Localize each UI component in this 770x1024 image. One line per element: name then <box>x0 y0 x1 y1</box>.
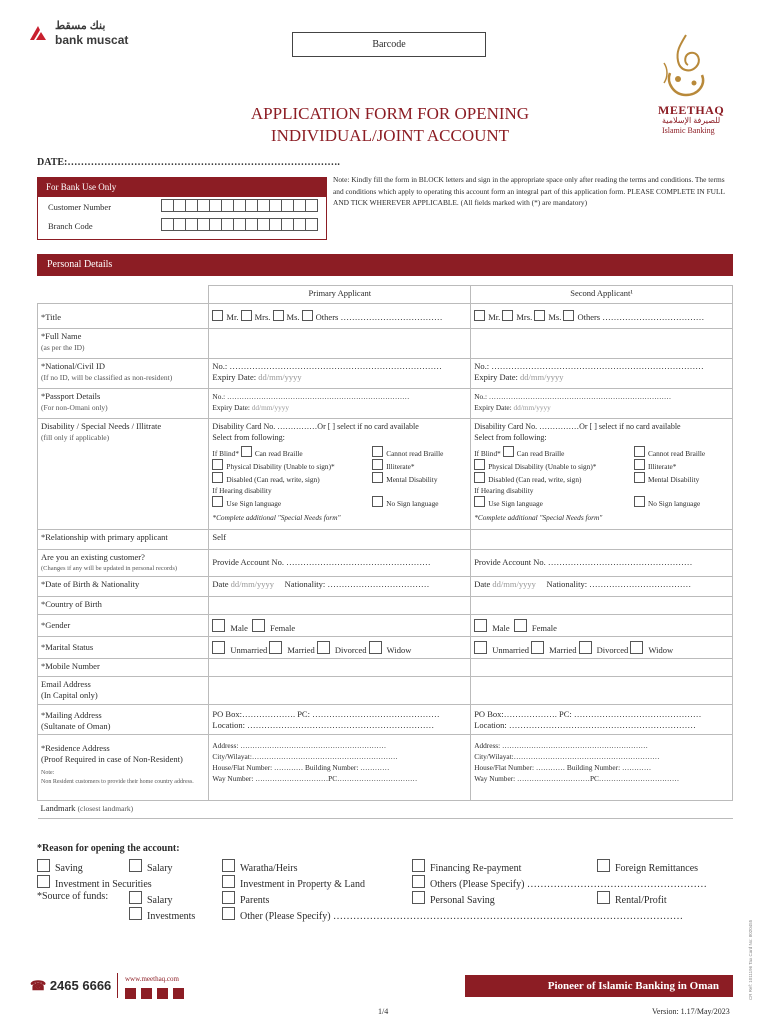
footer-tagline: Pioneer of Islamic Banking in Oman <box>465 975 733 997</box>
physical-checkbox[interactable] <box>212 459 223 470</box>
second-physical-checkbox[interactable] <box>474 459 485 470</box>
title-mrs-checkbox[interactable] <box>241 310 252 321</box>
full-name-label: *Full Name <box>41 331 82 341</box>
second-male-checkbox[interactable] <box>474 619 487 632</box>
primary-applicant-header: Primary Applicant <box>209 286 471 304</box>
second-title-ms-checkbox[interactable] <box>534 310 545 321</box>
unmarried-checkbox[interactable] <box>212 641 225 654</box>
source-parents[interactable]: Parents <box>222 891 269 906</box>
existing-customer-sub: (Changes if any will be updated in personal records) <box>41 565 178 572</box>
bank-muscat-logo-icon <box>30 24 46 40</box>
youtube-icon[interactable] <box>173 988 184 999</box>
website-link[interactable]: www.meethaq.com <box>125 975 179 983</box>
primary-mailing[interactable]: PO Box:………………. PC: ……………………………………… Location: ………………………………………………………… <box>209 705 471 735</box>
second-braille-checkbox[interactable] <box>503 446 514 457</box>
personal-details-heading: Personal Details <box>37 254 733 276</box>
phone-row[interactable] <box>30 978 111 994</box>
primary-country-input[interactable] <box>209 597 471 615</box>
widow-checkbox[interactable] <box>369 641 382 654</box>
social-icons <box>125 986 189 1004</box>
email-sub: (In Capital only) <box>41 690 98 700</box>
marital-label: *Marital Status <box>38 637 209 659</box>
title-label: *Title <box>38 304 209 329</box>
no-sign-checkbox[interactable] <box>372 496 383 507</box>
mailing-sub: (Sultanate of Oman) <box>41 721 111 731</box>
reasons-section <box>37 843 737 923</box>
personal-details-table: Primary Applicant Second Applicant¹ *Title Mr. Mrs. Ms. Others ……………………………… Mr. Mrs. Ms. Others ……………………………… *Full Name (as per the ID) *National/Civil ID (If no ID, will be classified as non-resident) No.: ………………………………………………………………… Expiry Date: dd/mm/yyyy No.: ………………………………………………………………… Expiry Date: dd/mm/yyyy *Passport Details (For non-Omani only) No.: ………………………………………………………………… Expiry Date: dd/mm/yyyy No.: ………………………………………………………………… Expiry Date: dd/mm/yyyy Disability / Special Needs / Illitrate (fill only if applicable) Disability Card No. ……………Or [ ] select if no card available Select from following: If Blind* Can read Braille Cannot read Braille Physical Disability (Unable to sign)* Illiterate* Disabled (Can read, write, sign) Mental Disability If Hearing disability Use Sign language No Sign language *Complete additional "Special Needs form" Disability Card No. ……………Or [ ] select if no card available Select from following: If Blind* Can read Braille Cannot read Braille Physical Disability (Unable to sign)* Illiterate* Disabled (Can read, write, sign) Mental Disability If Hearing disability Use Sign language No Sign language *Complete additional "Special Needs form" *Relationship with primary applicant Self Are you an existing customer? (Changes if any will be updated in personal records) Provide Account No. …………………………………………… Provide Account No. …………………………………………… *Date of Birth & Nationality Date dd/mm/yyyy Nationality: ……………………………… Date dd/mm/yyyy Nationality: ……………………………… *Country of Birth *Gender Male Female Male Female *Marital Status Unmarried Married Divorced Widow Unmarried Married Divorced Widow *Mobile Number Email Address (In Capital only) *Mailing Address (Sultanate of Oman) PO Box:………………. PC: ……………………………………… Location: ………………………………………………………… PO Box:………………. PC: ……………………………………… Location: ………………………………………………………… *Residence Address (Proof Required in case of Non-Resident) Note: Non Resident customers to provide their home country address. Address: …………………………………………………… City/Wilayat:…………………………………………………… House/Flat Number: ………… Building Number: ………… Way Number: …………………………PC…………………………… Address: …………………………………………………… City/Wilayat:…………………………………………………… House/Flat Number: ………… Building Number: ………… Way Number: …………………………PC…………………………… Landmark (closest landmark) <box>37 285 733 819</box>
brand-tagline: Islamic Banking <box>662 126 715 135</box>
landmark-row[interactable]: Landmark (closest landmark) <box>38 801 733 819</box>
second-no-braille-checkbox[interactable] <box>634 446 645 457</box>
no-braille-checkbox[interactable] <box>372 446 383 457</box>
civil-id-sub: (If no ID, will be classified as non-resident) <box>41 373 173 382</box>
second-sign-language-checkbox[interactable] <box>474 496 485 507</box>
primary-full-name-input[interactable] <box>209 329 471 359</box>
second-title-options: Mr. Mrs. Ms. Others ……………………………… <box>471 304 733 329</box>
title-line-1: APPLICATION FORM FOR OPENING <box>250 104 530 123</box>
source-other[interactable]: Other (Please Specify) …………………………………………………………………………………………… <box>222 907 683 922</box>
bank-use-heading: For Bank Use Only <box>38 178 326 197</box>
date-field[interactable]: DATE:………………………………………………………………………. <box>37 157 340 168</box>
reason-others[interactable]: Others (Please Specify) ……………………………………………… <box>412 875 707 890</box>
disability-sub: (fill only if applicable) <box>41 433 110 442</box>
instructions-note: Note: Kindly fill the form in BLOCK letters and sign in the appropriate space only after reading the terms and conditions. The terms and conditions which apply to operating this account form an integral part of this application form. PLEASE COMPLETE IN FULL AND TICK WHEREVER APPLICABLE. (All fields marked with (*) are mandatory) <box>333 175 725 207</box>
divorced-checkbox[interactable] <box>317 641 330 654</box>
title-others-checkbox[interactable] <box>302 310 313 321</box>
disability-label: Disability / Special Needs / Illitrate <box>41 421 162 431</box>
second-country-input[interactable] <box>471 597 733 615</box>
second-dob[interactable]: Date dd/mm/yyyy Nationality: ……………………………… <box>471 577 733 597</box>
second-illiterate-checkbox[interactable] <box>634 459 645 470</box>
second-disability: Disability Card No. ……………Or [ ] select if no card available Select from following: If Blind* Can read Braille Cannot read Braille Physical Disability (Unable to sign)* Illiterate* Disabled (Can read, write, sign) Mental Disability If Hearing disability Use Sign language No Sign language *Complete additional "Special Needs form" <box>471 419 733 530</box>
second-mental-checkbox[interactable] <box>634 472 645 483</box>
passport-sub: (For non-Omani only) <box>41 403 108 412</box>
second-title-mrs-checkbox[interactable] <box>502 310 513 321</box>
dob-label: *Date of Birth & Nationality <box>38 577 209 597</box>
second-applicant-header: Second Applicant¹ <box>471 286 733 304</box>
reason-waratha[interactable]: Waratha/Heirs <box>222 859 298 874</box>
second-widow-checkbox[interactable] <box>630 641 643 654</box>
reason-salary[interactable]: Salary <box>129 859 173 874</box>
second-mailing[interactable]: PO Box:………………. PC: ……………………………………… Location: ………………………………………………………… <box>471 705 733 735</box>
second-disabled-checkbox[interactable] <box>474 472 485 483</box>
brand-name: MEETHAQ <box>658 103 725 117</box>
email-label: Email Address <box>41 679 91 689</box>
second-residence[interactable]: Address: …………………………………………………… City/Wilayat:…………………………………………………… House/Flat Number: ………… Building Number: ………… Way Number: …………………………PC…………………………… <box>471 735 733 801</box>
twitter-icon[interactable] <box>141 988 152 999</box>
reason-saving[interactable]: Saving <box>37 859 83 874</box>
reasons-heading: *Reason for opening the account: <box>37 843 180 854</box>
primary-residence[interactable]: Address: …………………………………………………… City/Wilayat:…………………………………………………… House/Flat Number: ………… Building Number: ………… Way Number: …………………………PC…………………………… <box>209 735 471 801</box>
primary-title-options: Mr. Mrs. Ms. Others ……………………………… <box>209 304 471 329</box>
second-email-input[interactable] <box>471 677 733 705</box>
source-salary[interactable]: Salary <box>129 891 173 906</box>
second-full-name-input[interactable] <box>471 329 733 359</box>
bank-use-box <box>37 177 327 240</box>
second-mobile-input[interactable] <box>471 659 733 677</box>
primary-account-no[interactable]: Provide Account No. …………………………………………… <box>209 550 471 577</box>
mailing-label: *Mailing Address <box>41 710 102 720</box>
brand-arabic: للصيرفة الإسلامية <box>662 116 721 125</box>
primary-civil-id[interactable]: No.: ………………………………………………………………… Expiry Date: dd/mm/yyyy <box>209 359 471 389</box>
phone-icon: ☎ <box>30 978 47 993</box>
bank-muscat-logo <box>30 24 46 45</box>
source-rental[interactable]: Rental/Profit <box>597 891 667 906</box>
disabled-checkbox[interactable] <box>212 472 223 483</box>
mental-checkbox[interactable] <box>372 472 383 483</box>
male-checkbox[interactable] <box>212 619 225 632</box>
branch-code-label: Branch Code <box>48 221 93 231</box>
second-relationship-input[interactable] <box>471 530 733 550</box>
branch-code-input[interactable] <box>162 218 318 231</box>
mobile-label: *Mobile Number <box>38 659 209 677</box>
passport-label: *Passport Details <box>41 391 101 401</box>
civil-id-label: *National/Civil ID <box>41 361 105 371</box>
braille-checkbox[interactable] <box>241 446 252 457</box>
instagram-icon[interactable] <box>157 988 168 999</box>
bank-arabic-name: بنك مسقط <box>55 20 106 32</box>
second-female-checkbox[interactable] <box>514 619 527 632</box>
sign-language-checkbox[interactable] <box>212 496 223 507</box>
second-title-others-checkbox[interactable] <box>563 310 574 321</box>
primary-email-input[interactable] <box>209 677 471 705</box>
residence-label: *Residence Address <box>41 743 110 753</box>
reason-financing[interactable]: Financing Re-payment <box>412 859 521 874</box>
page-number: 1/4 <box>378 1007 389 1016</box>
meethaq-emblem <box>656 33 716 103</box>
barcode-box: Barcode <box>292 32 486 57</box>
page-title <box>190 103 590 147</box>
relationship-label: *Relationship with primary applicant <box>38 530 209 550</box>
title-mr-checkbox[interactable] <box>212 310 223 321</box>
second-civil-id[interactable]: No.: ………………………………………………………………… Expiry Date: dd/mm/yyyy <box>471 359 733 389</box>
illiterate-checkbox[interactable] <box>372 459 383 470</box>
source-personal-saving[interactable]: Personal Saving <box>412 891 495 906</box>
primary-marital: Unmarried Married Divorced Widow <box>209 637 471 659</box>
existing-customer-label: Are you an existing customer? <box>41 552 145 562</box>
source-investments[interactable]: Investments <box>129 907 195 922</box>
customer-number-label: Customer Number <box>48 202 112 212</box>
gender-label: *Gender <box>38 615 209 637</box>
reason-investment-property[interactable]: Investment in Property & Land <box>222 875 365 890</box>
second-account-no[interactable]: Provide Account No. …………………………………………… <box>471 550 733 577</box>
customer-number-input[interactable] <box>162 199 318 212</box>
side-registration: CR Ref: 1011196 Tax Card No: 8020455 <box>748 919 753 1000</box>
phone-number: 2465 6666 <box>49 978 112 993</box>
relationship-value: Self <box>209 530 471 550</box>
female-checkbox[interactable] <box>252 619 265 632</box>
second-marital: Unmarried Married Divorced Widow <box>471 637 733 659</box>
full-name-sub: (as per the ID) <box>41 343 85 352</box>
second-gender: Male Female <box>471 615 733 637</box>
primary-disability: Disability Card No. ……………Or [ ] select if no card available Select from following: If Blind* Can read Braille Cannot read Braille Physical Disability (Unable to sign)* Illiterate* Disabled (Can read, write, sign) Mental Disability If Hearing disability Use Sign language No Sign language *Complete additional "Special Needs form" <box>209 419 471 530</box>
married-checkbox[interactable] <box>269 641 282 654</box>
title-line-2: INDIVIDUAL/JOINT ACCOUNT <box>270 126 510 145</box>
bank-name: bank muscat <box>55 33 129 47</box>
second-married-checkbox[interactable] <box>531 641 544 654</box>
second-no-sign-checkbox[interactable] <box>634 496 645 507</box>
meethaq-calligraphy-icon <box>656 33 716 103</box>
second-divorced-checkbox[interactable] <box>579 641 592 654</box>
version: Version: 1.17/May/2023 <box>652 1007 730 1016</box>
footer-divider <box>117 973 118 998</box>
second-title-mr-checkbox[interactable] <box>474 310 485 321</box>
country-birth-label: *Country of Birth <box>38 597 209 615</box>
second-unmarried-checkbox[interactable] <box>474 641 487 654</box>
reason-investment-securities[interactable]: Investment in Securities <box>37 875 152 890</box>
second-passport[interactable]: No.: ………………………………………………………………… Expiry Date: dd/mm/yyyy <box>471 389 733 419</box>
source-funds-label: *Source of funds: <box>37 891 109 902</box>
primary-gender: Male Female <box>209 615 471 637</box>
reason-foreign[interactable]: Foreign Remittances <box>597 859 698 874</box>
primary-mobile-input[interactable] <box>209 659 471 677</box>
primary-dob[interactable]: Date dd/mm/yyyy Nationality: ……………………………… <box>209 577 471 597</box>
residence-sub: (Proof Required in case of Non-Resident) <box>41 754 183 764</box>
facebook-icon[interactable] <box>125 988 136 999</box>
primary-passport[interactable]: No.: ………………………………………………………………… Expiry Date: dd/mm/yyyy <box>209 389 471 419</box>
title-ms-checkbox[interactable] <box>273 310 284 321</box>
